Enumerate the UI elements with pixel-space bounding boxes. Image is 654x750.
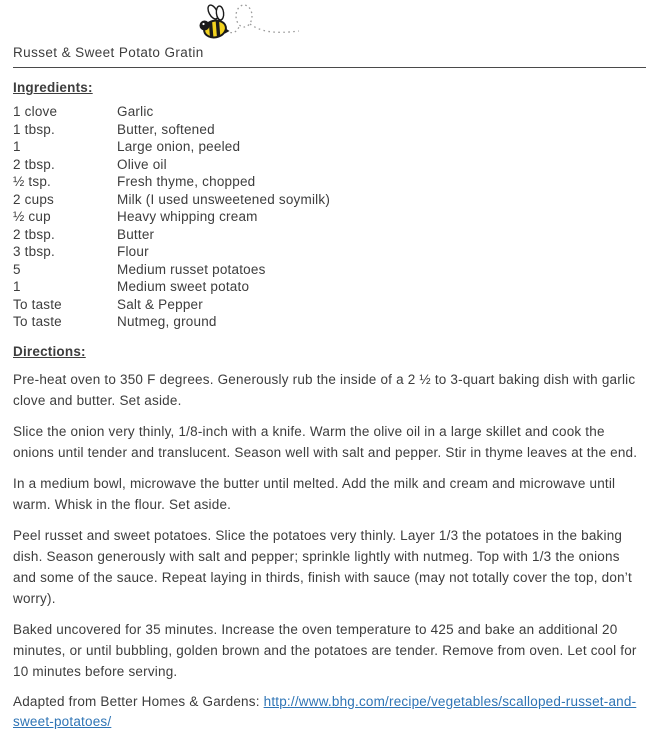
bee-icon [195,3,646,42]
ingredient-name: Medium sweet potato [117,279,250,294]
ingredient-qty: 1 clove [13,104,58,119]
ingredient-name: Garlic [117,104,154,119]
ingredient-qty: 2 cups [13,191,54,207]
ingredient-qty: 1 [13,139,21,154]
ingredient-qty: To taste [13,296,62,312]
ingredient-qty: 1 [13,279,21,294]
ingredient-name: Large onion, peeled [117,139,241,154]
ingredient-name: Fresh thyme, chopped [117,174,256,189]
ingredient-row [13,191,646,209]
directions-heading: Directions: [13,343,86,359]
ingredient-name: Butter [117,226,155,242]
ingredient-name: Olive oil [117,156,167,172]
source-link[interactable]: http://www.bhg.com/recipe/vegetables/scalloped-russet-and-sweet-potatoes/ [13,693,637,729]
page-title: Russet & Sweet Potato Gratin [13,44,646,68]
direction-paragraph: In a medium bowl, microwave the butter until melted. Add the milk and cream and microwave until warm. Whisk in the flour. Set aside. [13,475,616,512]
ingredient-qty: 2 tbsp. [13,226,55,242]
ingredient-name: Salt & Pepper [117,296,203,312]
direction-paragraph: Slice the onion very thinly, 1/8-inch with a knife. Warm the olive oil in a large skillet and cook the onions until tender and translucent. Season well with salt and pepper. Stir in thyme leaves at the end. [13,423,638,460]
direction-paragraph: Peel russet and sweet potatoes. Slice the potatoes very thinly. Layer 1/3 the potatoes in the baking dish. Season generously with salt and pepper; sprinkle lightly with nutmeg. Top with 1/3 the onions and some of the sauce. Repeat laying in thirds, finish with sauce (may not totally cover the top, don’t worry). [13,527,632,606]
ingredient-name: Heavy whipping cream [117,209,258,224]
ingredient-qty: ½ cup [13,209,51,224]
ingredient-row [13,173,646,191]
bee-icon [195,3,305,41]
ingredient-row [13,313,646,331]
ingredient-name: Nutmeg, ground [117,314,217,329]
ingredient-row [13,121,646,139]
ingredient-row [13,208,646,226]
ingredient-row [13,261,646,279]
source-prefix: Adapted from Better Homes & Gardens: [13,693,264,709]
ingredient-name: Flour [117,244,149,259]
ingredient-name: Butter, softened [117,121,215,137]
source-line [13,692,646,732]
ingredients-list [13,103,646,331]
direction-paragraph: Pre-heat oven to 350 F degrees. Generously rub the inside of a 2 ½ to 3-quart baking dish with garlic clove and butter. Set aside. [13,371,636,408]
ingredients-heading: Ingredients: [13,80,93,95]
ingredient-row [13,278,646,296]
ingredient-qty: 5 [13,261,21,277]
ingredient-row [13,226,646,244]
ingredient-qty: 1 tbsp. [13,121,55,137]
ingredient-name: Milk (I used unsweetened soymilk) [117,191,331,207]
ingredient-row [13,138,646,156]
direction-paragraph: Baked uncovered for 35 minutes. Increase the oven temperature to 425 and bake an additional 20 minutes, or until bubbling, golden brown and the potatoes are tender. Remove from oven. Let cool for 10 minutes before serving. [13,621,637,679]
ingredient-row [13,243,646,261]
ingredient-qty: 3 tbsp. [13,244,55,259]
ingredient-name: Medium russet potatoes [117,261,266,277]
ingredient-qty: 2 tbsp. [13,156,55,172]
ingredient-row [13,156,646,174]
ingredient-qty: To taste [13,314,62,329]
ingredient-row [13,103,646,121]
ingredient-row [13,296,646,314]
ingredient-qty: ½ tsp. [13,174,51,189]
